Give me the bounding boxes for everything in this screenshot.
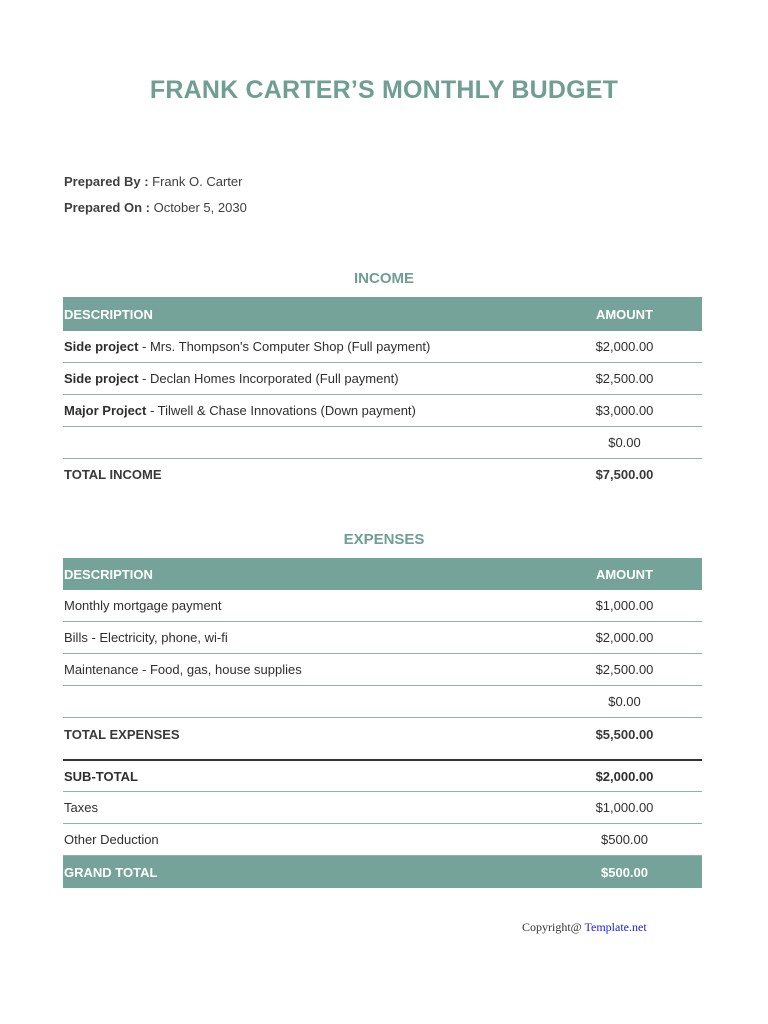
expense-row-amount: $2,500.00 [595, 662, 654, 677]
income-table [63, 297, 702, 489]
expenses-header-row [63, 558, 702, 590]
prepared-by-value: Frank O. Carter [152, 174, 243, 189]
expense-row-description: Bills - Electricity, phone, wi-fi [64, 630, 228, 645]
income-row-amount: $2,000.00 [595, 339, 654, 354]
other-deduction-row [63, 824, 702, 856]
expenses-table [63, 558, 702, 888]
income-title: INCOME [354, 270, 414, 287]
expense-row [63, 654, 702, 686]
other-deduction-amount: $500.00 [601, 832, 648, 847]
income-row-detail: - Declan Homes Incorporated (Full payment) [138, 371, 399, 386]
expenses-total-amount: $5,500.00 [595, 726, 654, 742]
taxes-row [63, 792, 702, 824]
income-row [63, 427, 702, 459]
expense-row [63, 622, 702, 654]
income-row-amount: $3,000.00 [595, 403, 654, 418]
page-title: FRANK CARTER’S MONTHLY BUDGET [149, 76, 619, 104]
income-row-detail: - Tilwell & Chase Innovations (Down payment) [146, 403, 416, 418]
taxes-amount: $1,000.00 [595, 800, 654, 815]
template-link[interactable]: Template.net [584, 920, 647, 934]
expense-row-description: Monthly mortgage payment [64, 598, 222, 613]
income-row-category: Side project [64, 371, 139, 386]
grand-total-label: GRAND TOTAL [64, 864, 158, 880]
subtotal-amount: $2,000.00 [595, 768, 654, 784]
expense-row-amount: $2,000.00 [595, 630, 654, 645]
income-total-label: TOTAL INCOME [64, 466, 162, 482]
income-row-category: Side project [64, 339, 139, 354]
expenses-title: EXPENSES [343, 531, 425, 548]
income-row-amount: $0.00 [608, 435, 641, 450]
subtotal-row [63, 759, 702, 792]
grand-total-row [63, 856, 702, 888]
taxes-label: Taxes [64, 800, 98, 815]
expense-row [63, 686, 702, 718]
expenses-header-amount: AMOUNT [595, 566, 654, 582]
prepared-on-value: October 5, 2030 [153, 200, 247, 215]
expense-row [63, 590, 702, 622]
expense-row-amount: $1,000.00 [595, 598, 654, 613]
income-total-amount: $7,500.00 [595, 466, 654, 482]
income-header-description: DESCRIPTION [64, 306, 153, 322]
income-header-amount: AMOUNT [595, 306, 654, 322]
income-row-amount: $2,500.00 [595, 371, 654, 386]
income-row [63, 363, 702, 395]
subtotal-label: SUB-TOTAL [64, 768, 138, 784]
prepared-by-label: Prepared By : [64, 174, 153, 189]
prepared-on [64, 200, 247, 215]
copyright-text: Copyright@ [522, 920, 585, 934]
income-row [63, 395, 702, 427]
expense-row-amount: $0.00 [608, 694, 641, 709]
income-row-category: Major Project [64, 403, 147, 418]
grand-total-amount: $500.00 [601, 864, 648, 880]
other-deduction-label: Other Deduction [64, 832, 159, 847]
prepared-on-label: Prepared On : [64, 200, 154, 215]
income-row-detail: - Mrs. Thompson's Computer Shop (Full payment) [138, 339, 431, 354]
expense-row-description: Maintenance - Food, gas, house supplies [64, 662, 302, 677]
expenses-total-label: TOTAL EXPENSES [64, 726, 180, 742]
expenses-header-description: DESCRIPTION [64, 566, 153, 582]
prepared-by [64, 174, 242, 189]
income-total-row [63, 459, 702, 489]
expenses-total-row [63, 718, 702, 750]
copyright [522, 920, 647, 935]
income-row [63, 331, 702, 363]
income-header-row [63, 297, 702, 331]
